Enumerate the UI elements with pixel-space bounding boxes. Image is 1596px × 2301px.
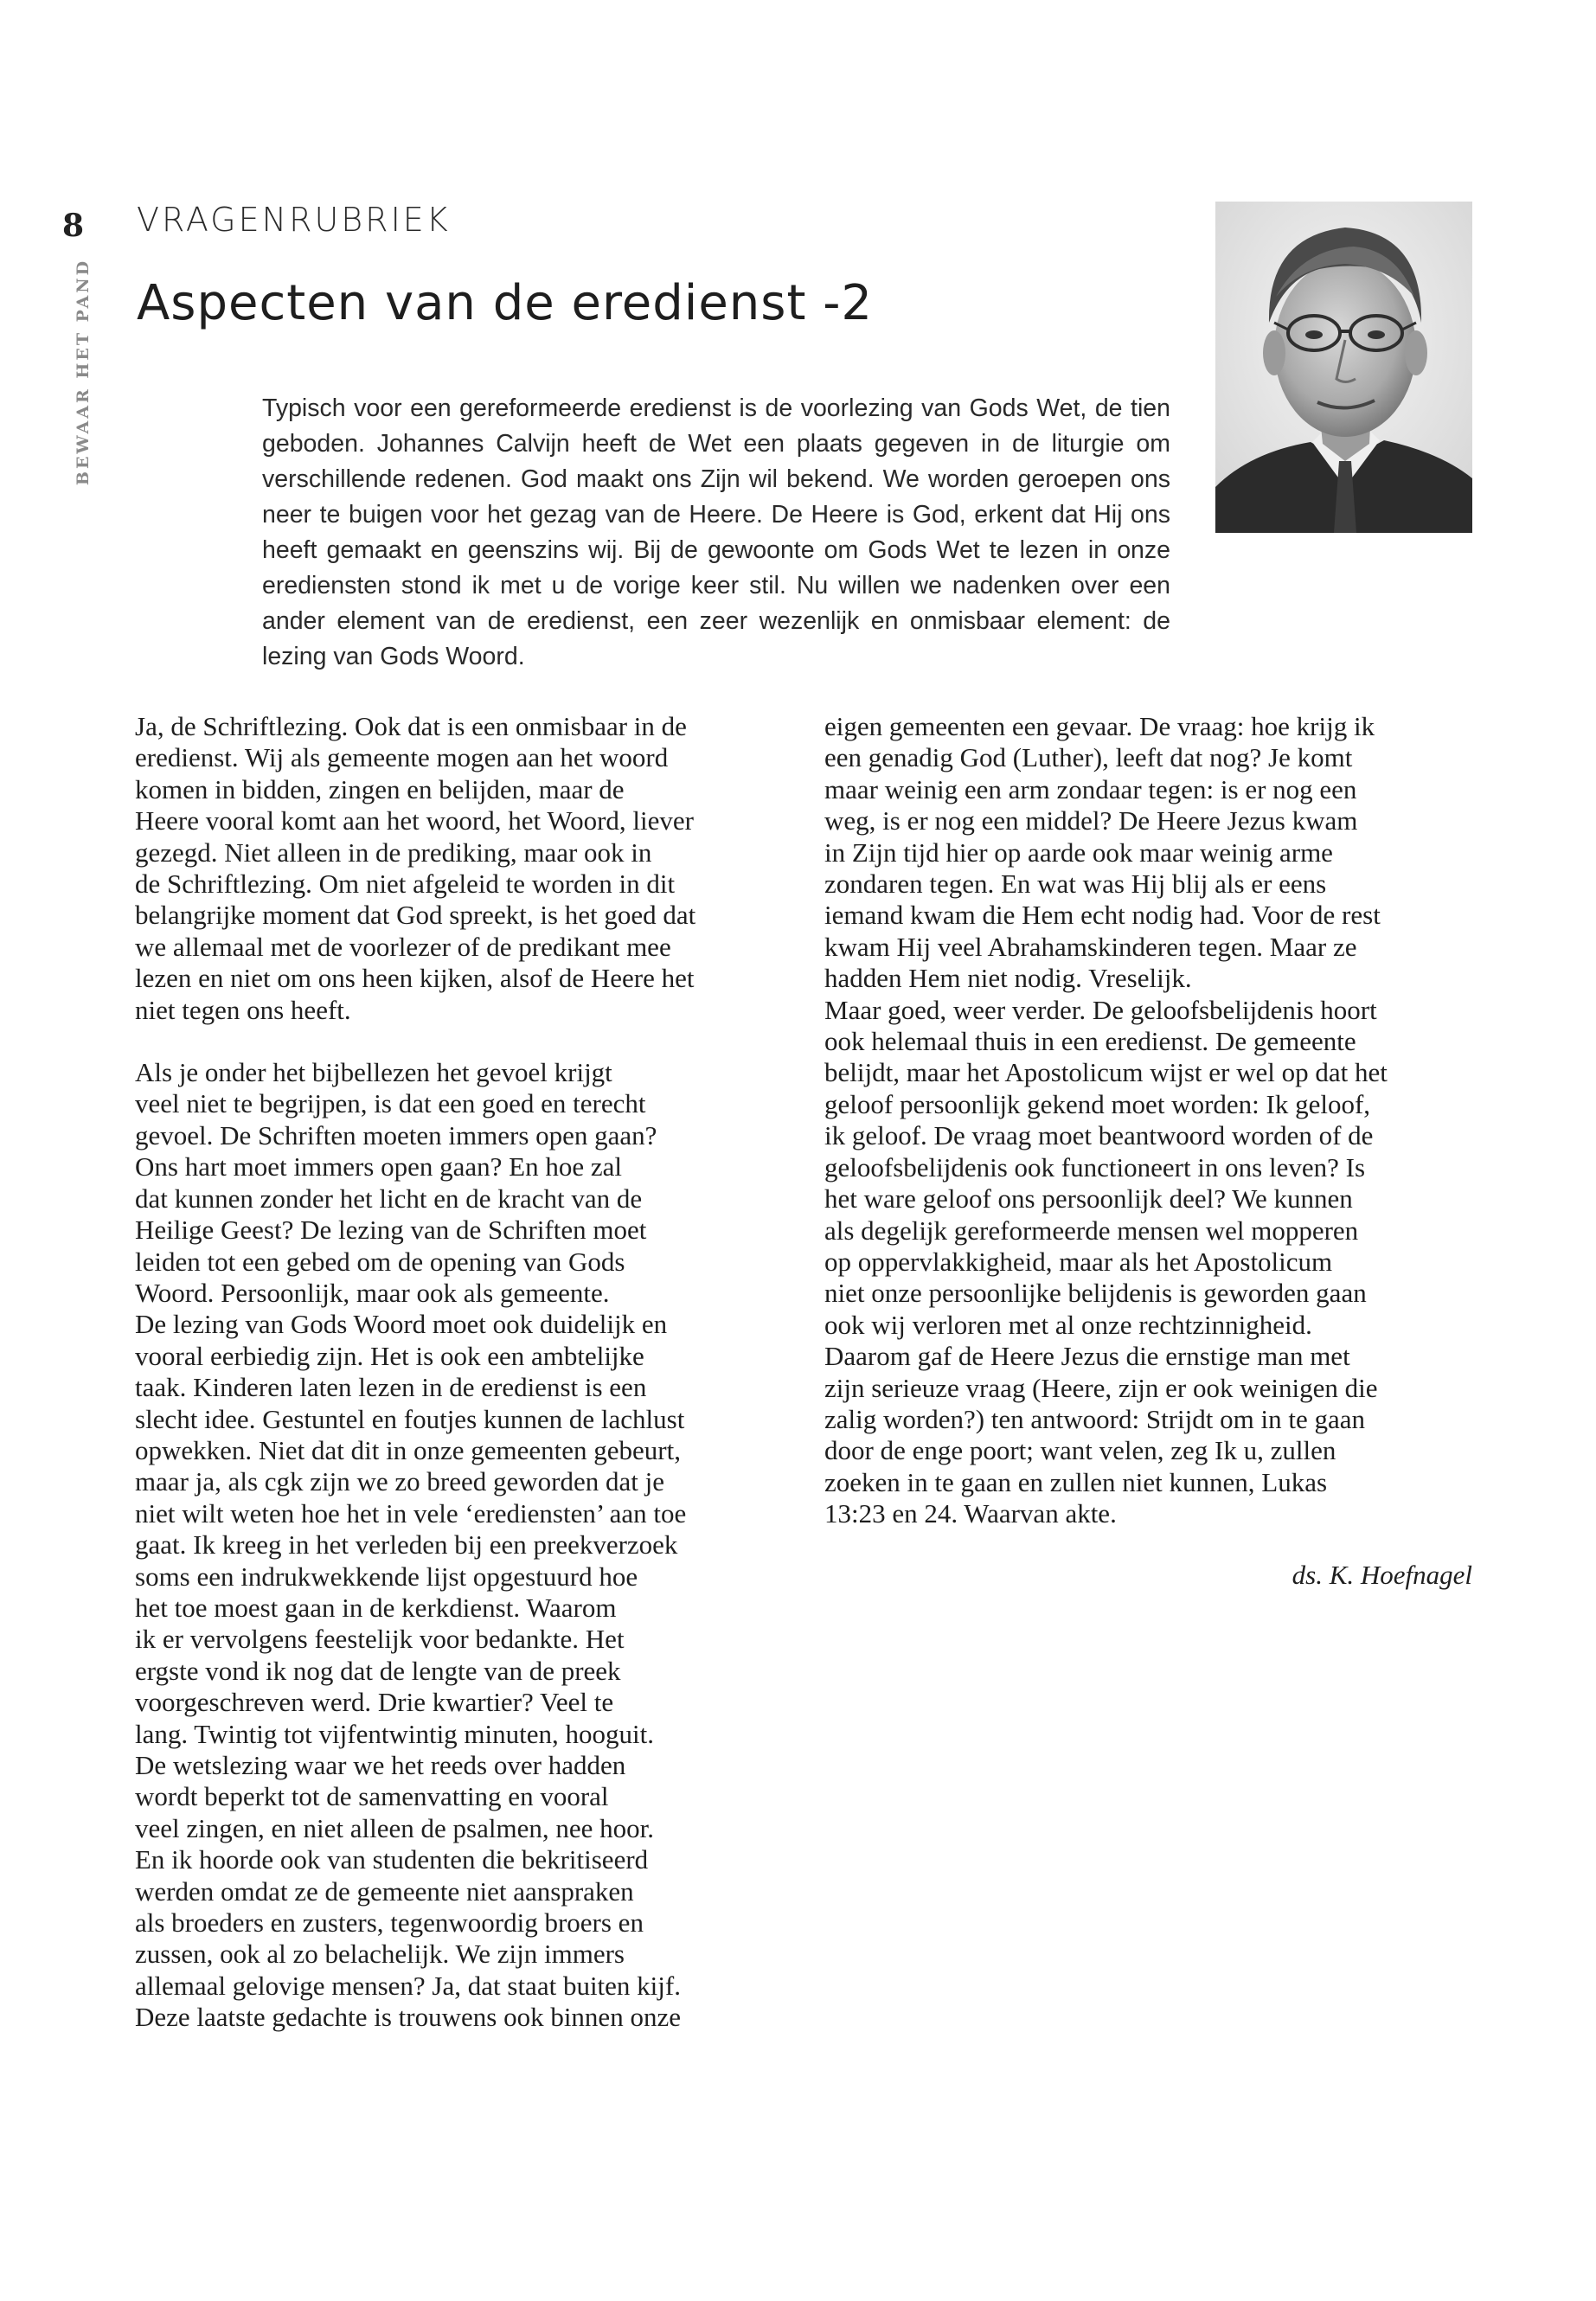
body-paragraph: eigen gemeenten een gevaar. De vraag: hoe krijg ik een genadig God (Luther), leeft dat nog? Je komt maar weinig een arm zondaar tegen: is er nog een weg, is er nog een middel? De Heere Jezus kwam in Zijn tijd hier op aarde ook maar weinig arme zondaren tegen. En wat was Hij blij als er eens iemand kwam die Hem echt nodig had. Voor de rest kwam Hij veel Abrahamskinderen tegen. Maar ze hadden Hem niet nodig. Vreselijk. Maar goed, weer verder. De geloofsbelijdenis hoort ook helemaal thuis in een eredienst. De gemeente belijdt, maar het Apostolicum wijst er wel op dat het geloof persoonlijk gekend moet worden: Ik geloof, ik geloof. De vraag moet beantwoord worden of de geloofsbelijdenis ook functioneert in ons leven? Is het ware geloof ons persoonlijk deel? We kunnen als degelijk gereformeerde mensen wel mopperen op oppervlakkigheid, maar als het Apostolicum niet onze persoonlijke belijdenis is geworden gaan ook wij verloren met al onze rechtzinnigheid. Daarom gaf de Heere Jezus die ernstige man met zijn serieuze vraag (Heere, zijn er ook weinigen die zalig worden?) ten antwoord: Strijdt om in te gaan door de enge poort; want velen, zeg Ik u, zullen zoeken in te gaan en zullen niet kunnen, Lukas 13:23 en 24. Waarvan akte. [824, 711, 1388, 1529]
article-column-left [135, 711, 784, 2034]
author-portrait [1215, 202, 1472, 533]
body-paragraph: Als je onder het bijbellezen het gevoel krijgt veel niet te begrijpen, is dat een goed en terecht gevoel. De Schriften moeten immers open gaan? Ons hart moet immers open gaan? En hoe zal dat kunnen zonder het licht en de kracht van de Heilige Geest? De lezing van de Schriften moet leiden tot een gebed om de opening van Gods Woord. Persoonlijk, maar ook als gemeente. De lezing van Gods Woord moet ook duidelijk en vooral eerbiedig zijn. Het is ook een ambtelijke taak. Kinderen laten lezen in de eredienst is een slecht idee. Gestuntel en foutjes kunnen de lachlust opwekken. Niet dat dit in onze gemeenten gebeurt, maar ja, als cgk zijn we zo breed geworden dat je niet wilt weten hoe het in vele ‘erediensten’ aan toe gaat. Ik kreeg in het verleden bij een preekverzoek soms een indrukwekkende lijst opgestuurd hoe het toe moest gaan in de kerkdienst. Waarom ik er vervolgens feestelijk voor bedankte. Het ergste vond ik nog dat de lengte van de preek voorgeschreven werd. Drie kwartier? Veel te lang. Twintig tot vijfentwintig minuten, hooguit. De wetslezing waar we het reeds over hadden wordt beperkt tot de samenvatting en vooral veel zingen, en niet alleen de psalmen, nee hoor. En ik hoorde ook van studenten die bekritiseerd werden omdat ze de gemeente niet aanspraken als broeders en zusters, tegenwoordig broers en zussen, ook al zo belachelijk. We zijn immers allemaal gelovige mensen? Ja, dat staat buiten kijf. Deze laatste gedachte is trouwens ook binnen onze [135, 1057, 687, 2033]
body-paragraph: Ja, de Schriftlezing. Ook dat is een onmisbaar in de eredienst. Wij als gemeente mogen aan het woord komen in bidden, zingen en belijden, maar de Heere vooral komt aan het woord, het Woord, liever gezegd. Niet alleen in de prediking, maar ook in de Schriftlezing. Om niet afgeleid te worden in dit belangrijke moment dat God spreekt, is het goed dat we allemaal met de voorlezer of de predikant mee lezen en niet om ons heen kijken, alsof de Heere het niet tegen ons heeft. [135, 711, 696, 1025]
author-signature: ds. K. Hoefnagel [1292, 1560, 1472, 1590]
intro-paragraph: Typisch voor een gereformeerde eredienst is de voorlezing van Gods Wet, de tien geboden. Johannes Calvijn heeft de Wet een plaats gegeven in de liturgie om verschillende redenen. God maakt ons Zijn wil bekend. We worden geroepen ons neer te buigen voor het gezag van de Heere. De Heere is God, erkent dat Hij ons heeft gemaakt en geenszins wij. Bij de gewoonte om Gods Wet te lezen in onze erediensten stond ik met u de vorige keer stil. Nu willen we nadenken over een ander element van de eredienst, een zeer wezenlijk en onmisbaar element: de lezing van Gods Woord. [262, 394, 1170, 670]
section-label: VRAGENRUBRIEK [137, 201, 451, 239]
article-title: Aspecten van de eredienst -2 [137, 275, 874, 331]
portrait-illustration [1215, 202, 1472, 533]
side-label [66, 260, 100, 484]
page-number: 8 [62, 208, 85, 244]
article-column-right [824, 711, 1473, 1530]
side-label-text: BEWAAR HET PAND [74, 258, 93, 486]
